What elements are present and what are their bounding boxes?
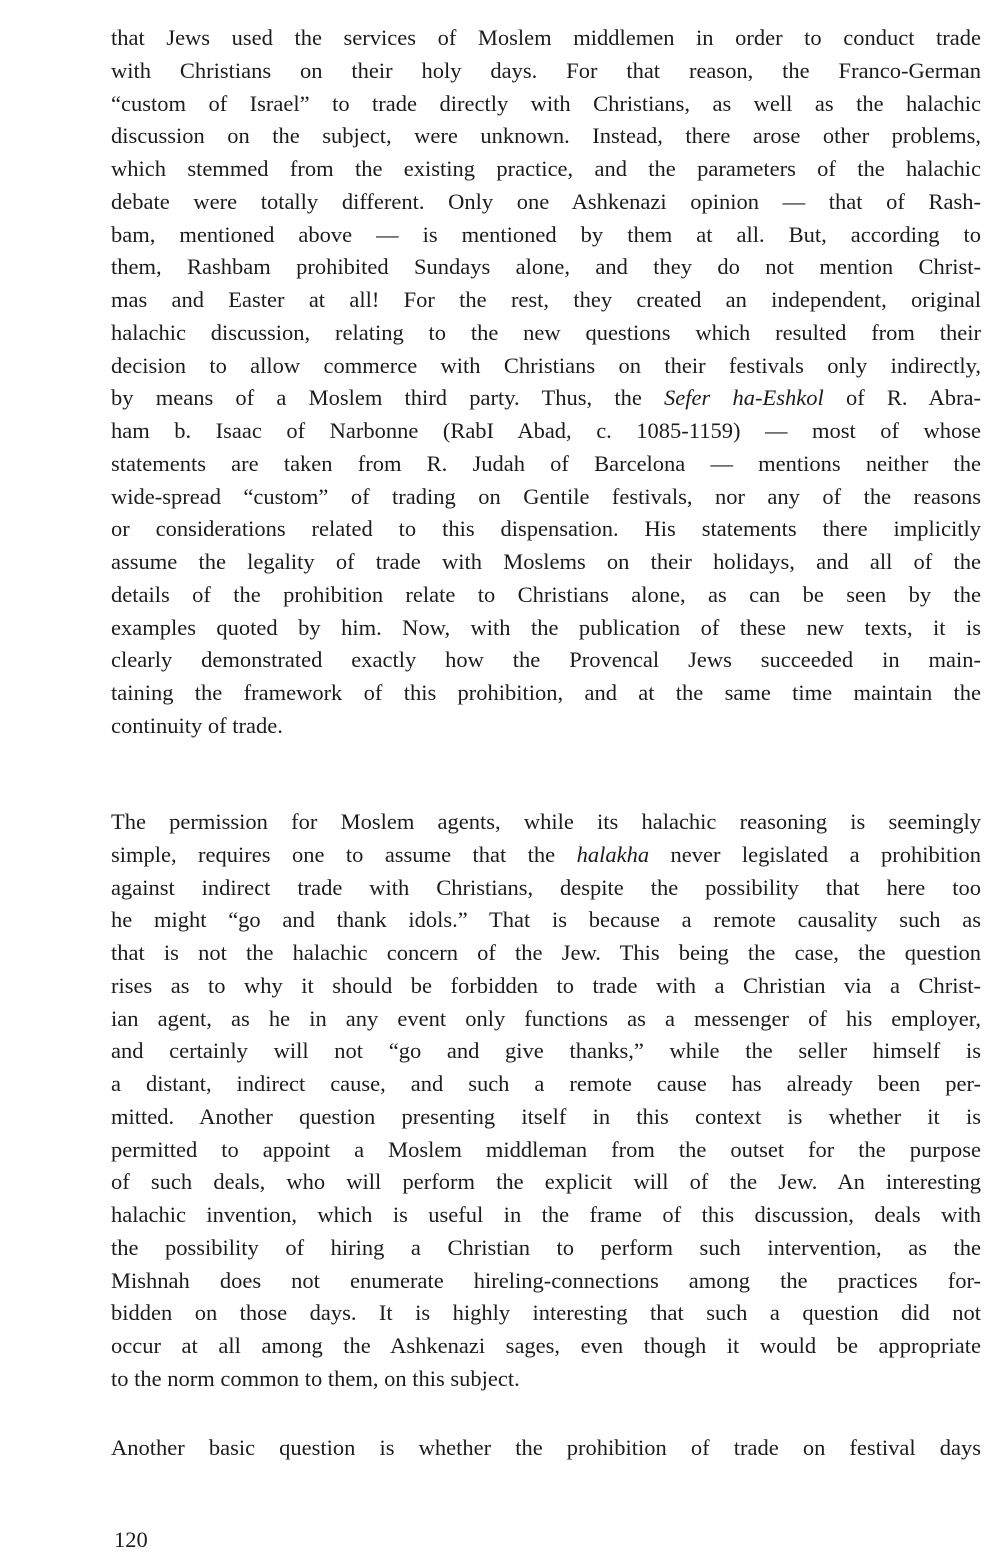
text-line: with Christians on their holy days. For that reason, the Franco-German bbox=[111, 57, 981, 83]
text-line: ian agent, as he in any event only functions as a messenger of his employer, bbox=[111, 1005, 981, 1031]
body-paragraph-3 bbox=[111, 1432, 981, 1465]
text-line: halachic invention, which is useful in the frame of this discussion, deals with bbox=[111, 1202, 981, 1227]
text-line: statements are taken from R. Judah of Barcelona — mentions neither the bbox=[111, 450, 981, 476]
text-line: by means of a Moslem third party. Thus, the Sefer ha-Eshkol of R. Abra- bbox=[111, 385, 981, 411]
text-line: debate were totally different. Only one Ashkenazi opinion — that of Rash- bbox=[111, 188, 981, 214]
text-line: clearly demonstrated exactly how the Provencal Jews succeeded in main- bbox=[111, 647, 981, 673]
text-line: examples quoted by him. Now, with the publication of these new texts, it is bbox=[111, 614, 981, 640]
text-line: or considerations related to this dispensation. His statements there implicitly bbox=[111, 516, 981, 542]
body-paragraph-2 bbox=[111, 806, 981, 1396]
text-line: to the norm common to them, on this subject. bbox=[111, 1365, 520, 1391]
text-line: bam, mentioned above — is mentioned by them at all. But, according to bbox=[111, 221, 981, 247]
text-line: that Jews used the services of Moslem middlemen in order to conduct trade bbox=[111, 25, 981, 50]
text-line: wide-spread “custom” of trading on Gentile festivals, nor any of the reasons bbox=[111, 483, 981, 509]
text-line: permitted to appoint a Moslem middleman from the outset for the purpose bbox=[111, 1136, 981, 1162]
text-line: Another basic question is whether the prohibition of trade on festival days bbox=[111, 1435, 981, 1460]
text-line: ham b. Isaac of Narbonne (RabI Abad, c. 1085-1159) — most of whose bbox=[111, 418, 981, 443]
text-line: “custom of Israel” to trade directly with Christians, as well as the halachic bbox=[111, 90, 981, 116]
text-line: continuity of trade. bbox=[111, 712, 283, 738]
page-number: 120 bbox=[114, 1527, 148, 1552]
text-line: a distant, indirect cause, and such a remote cause has already been per- bbox=[111, 1071, 981, 1096]
text-line: which stemmed from the existing practice, and the parameters of the halachic bbox=[111, 156, 981, 181]
text-line: against indirect trade with Christians, despite the possibility that here too bbox=[111, 874, 981, 900]
text-line: The permission for Moslem agents, while its halachic reasoning is seemingly bbox=[111, 809, 981, 834]
text-line: assume the legality of trade with Moslems on their holidays, and all of the bbox=[111, 549, 981, 574]
text-line: occur at all among the Ashkenazi sages, even though it would be appropriate bbox=[111, 1333, 981, 1358]
text-line: them, Rashbam prohibited Sundays alone, and they do not mention Christ- bbox=[111, 254, 981, 280]
text-line: simple, requires one to assume that the halakha never legislated a prohibition bbox=[111, 841, 982, 867]
text-line: rises as to why it should be forbidden to trade with a Christian via a Christ- bbox=[111, 972, 981, 998]
text-line: Mishnah does not enumerate hireling-connections among the practices for- bbox=[111, 1267, 981, 1293]
text-line: and certainly will not “go and give thanks,” while the seller himself is bbox=[111, 1038, 981, 1064]
text-line: of such deals, who will perform the explicit will of the Jew. An interesting bbox=[111, 1169, 981, 1195]
body-paragraph-1 bbox=[111, 22, 981, 743]
text-line: he might “go and thank idols.” That is because a remote causality such as bbox=[111, 907, 981, 933]
text-line: mitted. Another question presenting itself in this context is whether it is bbox=[111, 1103, 981, 1129]
text-line: taining the framework of this prohibition, and at the same time maintain the bbox=[111, 680, 981, 705]
text-line: that is not the halachic concern of the Jew. This being the case, the question bbox=[111, 940, 981, 965]
text-line: bidden on those days. It is highly interesting that such a question did not bbox=[111, 1300, 981, 1326]
text-line: details of the prohibition relate to Christians alone, as can be seen by the bbox=[111, 581, 981, 607]
text-line: discussion on the subject, were unknown. Instead, there arose other problems, bbox=[111, 123, 981, 149]
text-line: halachic discussion, relating to the new questions which resulted from their bbox=[111, 319, 981, 345]
text-line: mas and Easter at all! For the rest, they created an independent, original bbox=[111, 287, 981, 312]
text-line: decision to allow commerce with Christians on their festivals only indirectly, bbox=[111, 352, 981, 378]
text-line: the possibility of hiring a Christian to perform such intervention, as the bbox=[111, 1234, 981, 1260]
